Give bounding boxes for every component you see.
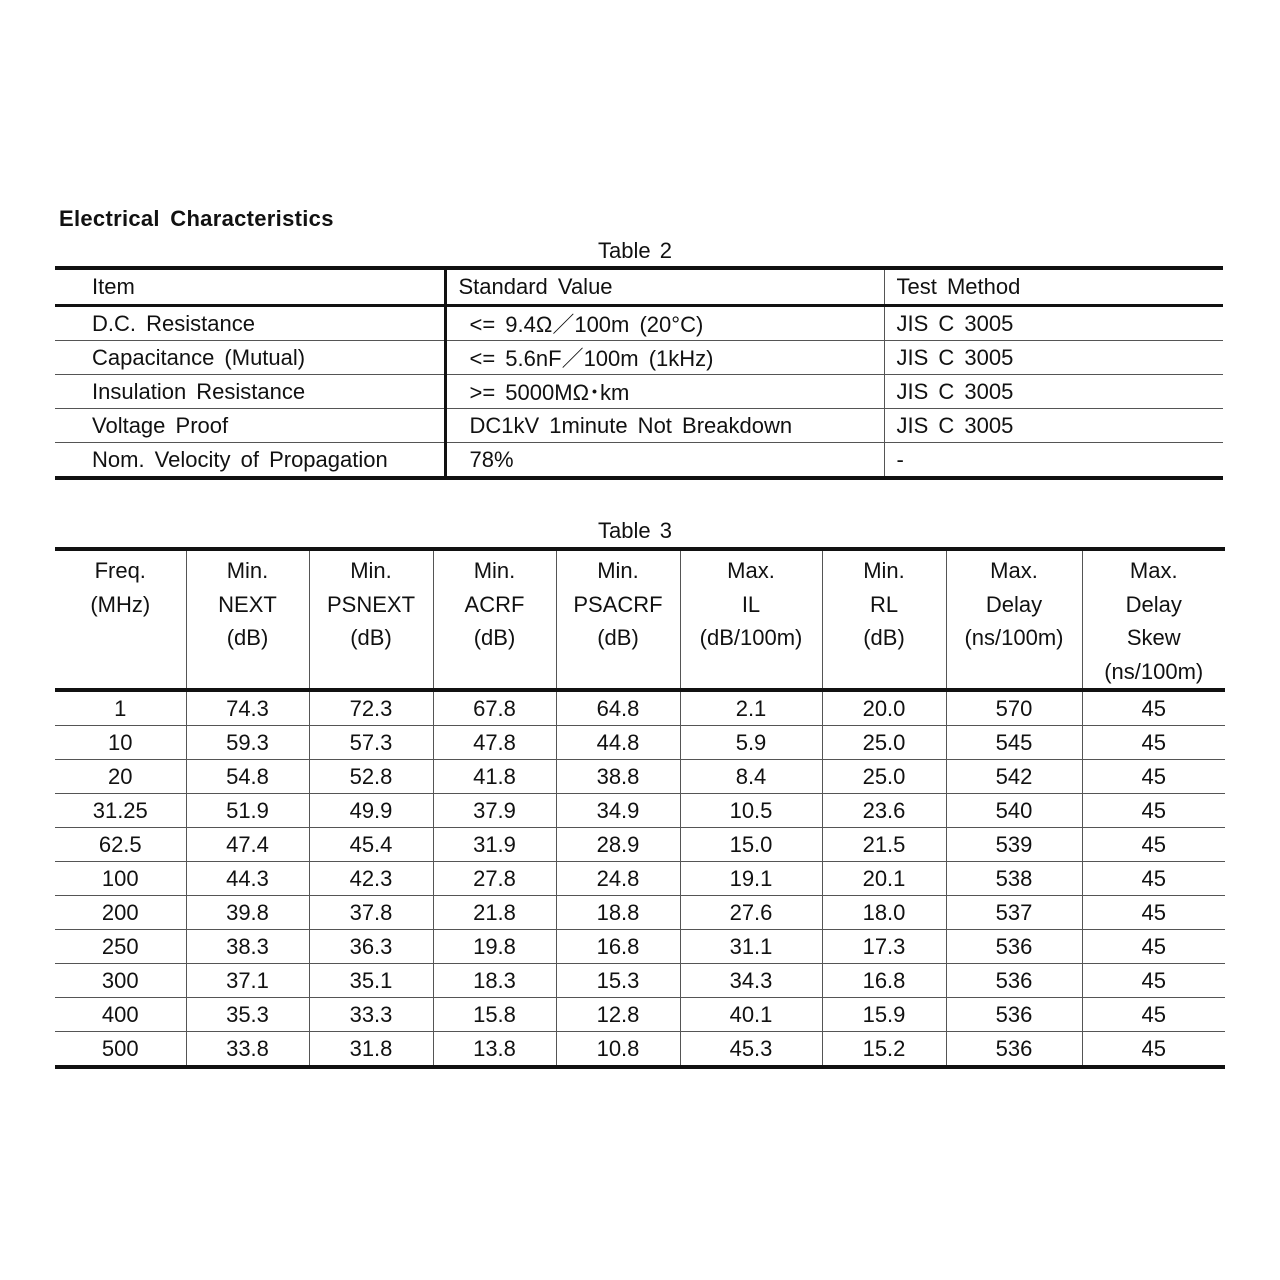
transmission-characteristics-table <box>55 547 1225 1069</box>
header-line: ACRF <box>464 591 525 617</box>
item-cell: D.C. Resistance <box>55 306 445 341</box>
value-cell: DC1kV 1minute Not Breakdown <box>445 409 884 443</box>
freq-cell: 100 <box>55 862 186 896</box>
value-cell: 12.8 <box>556 998 680 1032</box>
value-cell: 16.8 <box>822 964 946 998</box>
value-cell: 15.9 <box>822 998 946 1032</box>
value-cell: 45 <box>1082 690 1225 726</box>
value-cell: 35.1 <box>309 964 433 998</box>
value-cell: 57.3 <box>309 726 433 760</box>
value-cell: 38.8 <box>556 760 680 794</box>
value-cell: 45.4 <box>309 828 433 862</box>
value-cell: 45 <box>1082 896 1225 930</box>
value-cell: 52.8 <box>309 760 433 794</box>
header-item: Item <box>55 268 445 306</box>
value-cell: 33.3 <box>309 998 433 1032</box>
header-standard-value: Standard Value <box>445 268 884 306</box>
value-cell: 545 <box>946 726 1082 760</box>
value-cell: 36.3 <box>309 930 433 964</box>
table-row <box>55 794 1225 828</box>
value-cell: 40.1 <box>680 998 822 1032</box>
value-cell: 570 <box>946 690 1082 726</box>
header-test-method: Test Method <box>884 268 1223 306</box>
header-line: (dB/100m) <box>699 625 803 650</box>
value-cell: 54.8 <box>186 760 309 794</box>
value-cell: 34.9 <box>556 794 680 828</box>
header-line: IL <box>741 591 761 617</box>
freq-cell: 10 <box>55 726 186 760</box>
header-line: Freq. <box>94 558 146 583</box>
value-cell: 539 <box>946 828 1082 862</box>
header-line: PSACRF <box>573 591 663 617</box>
item-cell: Voltage Proof <box>55 409 445 443</box>
method-cell: JIS C 3005 <box>884 375 1223 409</box>
header-max-il <box>680 549 822 690</box>
header-freq <box>55 549 186 690</box>
value-cell: <= 9.4Ω／100m (20°C) <box>445 306 884 341</box>
value-cell: 5.9 <box>680 726 822 760</box>
table-row <box>55 690 1225 726</box>
value-cell: 15.0 <box>680 828 822 862</box>
table-row <box>55 1032 1225 1068</box>
value-cell: 537 <box>946 896 1082 930</box>
value-cell: 540 <box>946 794 1082 828</box>
value-cell: 538 <box>946 862 1082 896</box>
value-cell: 20.1 <box>822 862 946 896</box>
item-cell: Insulation Resistance <box>55 375 445 409</box>
value-cell: 47.8 <box>433 726 556 760</box>
header-min-psnext <box>309 549 433 690</box>
value-cell: 35.3 <box>186 998 309 1032</box>
table-row <box>55 760 1225 794</box>
value-cell: 44.8 <box>556 726 680 760</box>
header-line: Min. <box>863 558 905 583</box>
value-cell: 21.8 <box>433 896 556 930</box>
value-cell: 23.6 <box>822 794 946 828</box>
item-cell: Capacitance (Mutual) <box>55 341 445 375</box>
freq-cell: 500 <box>55 1032 186 1068</box>
method-cell: JIS C 3005 <box>884 409 1223 443</box>
value-cell: 37.1 <box>186 964 309 998</box>
value-cell: 15.8 <box>433 998 556 1032</box>
value-cell: 19.1 <box>680 862 822 896</box>
header-line: Skew <box>1126 625 1181 650</box>
value-cell: 34.3 <box>680 964 822 998</box>
header-line: (dB) <box>863 625 905 650</box>
header-line: Min. <box>597 558 639 583</box>
value-cell: 24.8 <box>556 862 680 896</box>
value-cell: 41.8 <box>433 760 556 794</box>
header-line: (dB) <box>350 625 392 650</box>
header-max-delay-skew <box>1082 549 1225 690</box>
value-cell: 64.8 <box>556 690 680 726</box>
header-min-next <box>186 549 309 690</box>
header-line: PSNEXT <box>326 591 416 617</box>
method-cell: JIS C 3005 <box>884 341 1223 375</box>
value-cell: 33.8 <box>186 1032 309 1068</box>
value-cell: 20.0 <box>822 690 946 726</box>
header-line: (dB) <box>597 625 639 650</box>
value-cell: 38.3 <box>186 930 309 964</box>
freq-cell: 1 <box>55 690 186 726</box>
header-line: (ns/100m) <box>1104 658 1204 684</box>
value-cell: 45 <box>1082 760 1225 794</box>
value-cell: 37.9 <box>433 794 556 828</box>
item-cell: Nom. Velocity of Propagation <box>55 443 445 479</box>
header-line: Max. <box>1129 558 1178 583</box>
header-line: (ns/100m) <box>964 625 1064 650</box>
table-row <box>55 341 1223 375</box>
value-cell: 10.8 <box>556 1032 680 1068</box>
value-cell: 17.3 <box>822 930 946 964</box>
method-cell: JIS C 3005 <box>884 306 1223 341</box>
header-line: Min. <box>350 558 392 583</box>
freq-cell: 200 <box>55 896 186 930</box>
value-cell: 78% <box>445 443 884 479</box>
value-cell: 18.8 <box>556 896 680 930</box>
header-line: Min. <box>473 558 516 583</box>
freq-cell: 400 <box>55 998 186 1032</box>
value-cell: 44.3 <box>186 862 309 896</box>
value-cell: 15.2 <box>822 1032 946 1068</box>
header-line: Max. <box>990 558 1038 583</box>
table3-caption: Table 3 <box>598 518 672 543</box>
value-cell: 13.8 <box>433 1032 556 1068</box>
value-cell: 536 <box>946 930 1082 964</box>
header-max-delay <box>946 549 1082 690</box>
table-row <box>55 306 1223 341</box>
table-row <box>55 828 1225 862</box>
value-cell: 49.9 <box>309 794 433 828</box>
value-cell: 27.6 <box>680 896 822 930</box>
value-cell: 31.1 <box>680 930 822 964</box>
value-cell: 8.4 <box>680 760 822 794</box>
value-cell: 39.8 <box>186 896 309 930</box>
value-cell: 45 <box>1082 930 1225 964</box>
table-row <box>55 409 1223 443</box>
value-cell: 45 <box>1141 1035 1166 1061</box>
header-line: (dB) <box>473 625 516 650</box>
header-line: (dB) <box>226 625 269 650</box>
section-heading: Electrical Characteristics <box>59 206 334 231</box>
freq-cell: 62.5 <box>55 828 186 862</box>
value-cell: 18.3 <box>433 964 556 998</box>
header-line: Max. <box>727 558 775 583</box>
value-cell: 37.8 <box>309 896 433 930</box>
value-cell: 2.1 <box>680 690 822 726</box>
freq-cell: 300 <box>55 964 186 998</box>
header-line: (MHz) <box>90 591 151 617</box>
value-cell: 31.8 <box>309 1032 433 1068</box>
header-line: Delay <box>1125 591 1182 617</box>
value-cell: 21.5 <box>822 828 946 862</box>
value-cell: 72.3 <box>309 690 433 726</box>
value-cell: 67.8 <box>433 690 556 726</box>
value-cell: 47.4 <box>186 828 309 862</box>
table-row <box>55 726 1225 760</box>
value-cell: 25.0 <box>822 726 946 760</box>
table-row <box>55 930 1225 964</box>
value-cell: 536 <box>946 998 1082 1032</box>
value-cell: 45 <box>1082 794 1225 828</box>
value-cell: 45 <box>1082 828 1225 862</box>
value-cell: <= 5.6nF／100m (1kHz) <box>445 341 884 375</box>
header-line: Delay <box>985 591 1043 617</box>
table3-header-row <box>55 549 1225 690</box>
value-cell: 536 <box>946 964 1082 998</box>
method-cell: - <box>896 446 904 472</box>
table-row <box>55 862 1225 896</box>
value-cell: 45.3 <box>680 1032 822 1068</box>
table-row <box>55 375 1223 409</box>
table2-caption: Table 2 <box>598 238 672 263</box>
freq-cell: 250 <box>55 930 186 964</box>
value-cell: 18.0 <box>822 896 946 930</box>
value-cell: 31.9 <box>433 828 556 862</box>
table-row <box>55 964 1225 998</box>
electrical-characteristics-table <box>55 266 1223 480</box>
value-cell: 45 <box>1082 998 1225 1032</box>
value-cell: 25.0 <box>822 760 946 794</box>
value-cell: 45 <box>1082 964 1225 998</box>
header-min-rl <box>822 549 946 690</box>
value-cell: 542 <box>946 760 1082 794</box>
freq-cell: 20 <box>55 760 186 794</box>
value-cell: 10.5 <box>680 794 822 828</box>
header-min-acrf <box>433 549 556 690</box>
freq-cell: 31.25 <box>55 794 186 828</box>
value-cell: 15.3 <box>556 964 680 998</box>
value-cell: >= 5000MΩ･km <box>445 375 884 409</box>
table-row <box>55 998 1225 1032</box>
table2-header-row <box>55 268 1223 306</box>
value-cell: 59.3 <box>186 726 309 760</box>
value-cell: 19.8 <box>433 930 556 964</box>
value-cell: 51.9 <box>186 794 309 828</box>
value-cell: 42.3 <box>309 862 433 896</box>
value-cell: 45 <box>1082 862 1225 896</box>
value-cell: 28.9 <box>556 828 680 862</box>
header-line: RL <box>869 591 899 617</box>
table-row <box>55 443 1223 479</box>
header-line: NEXT <box>218 591 277 617</box>
value-cell: 74.3 <box>186 690 309 726</box>
value-cell: 45 <box>1082 726 1225 760</box>
value-cell: 536 <box>946 1032 1082 1068</box>
value-cell: 27.8 <box>433 862 556 896</box>
header-min-psacrf <box>556 549 680 690</box>
table-row <box>55 896 1225 930</box>
value-cell: 16.8 <box>556 930 680 964</box>
header-line: Min. <box>226 558 269 583</box>
